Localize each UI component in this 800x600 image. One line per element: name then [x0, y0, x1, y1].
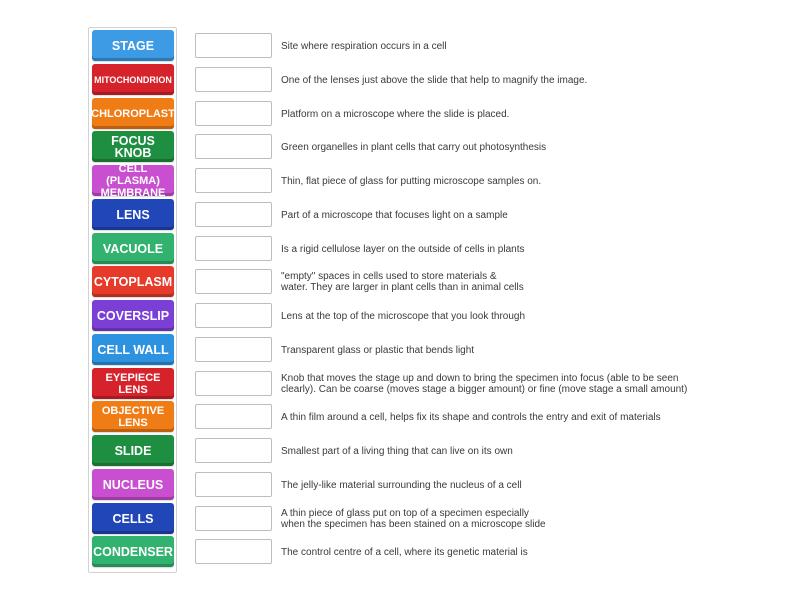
answer-drop-slot[interactable]	[195, 371, 272, 396]
answer-drop-slot[interactable]	[195, 67, 272, 92]
answer-drop-slot[interactable]	[195, 506, 272, 531]
term-tile[interactable]: CONDENSER	[92, 536, 174, 567]
term-tile[interactable]: OBJECTIVE LENS	[92, 401, 174, 432]
term-tile[interactable]: FOCUS KNOB	[92, 131, 174, 162]
definition-text: Is a rigid cellulose layer on the outside of cells in plants	[281, 243, 525, 255]
answer-drop-slot[interactable]	[195, 438, 272, 463]
answer-drop-slot[interactable]	[195, 202, 272, 227]
definition-text: Platform on a microscope where the slide is placed.	[281, 108, 510, 120]
definition-text: Thin, flat piece of glass for putting microscope samples on.	[281, 175, 542, 187]
definition-text: Knob that moves the stage up and down to bring the specimen into focus (able to be seen clearly). Can be coarse (moves stage a bigger amount) or fine (move stage a small amount)	[281, 373, 688, 395]
term-tile[interactable]: CELLS	[92, 503, 174, 534]
term-tile[interactable]: EYEPIECE LENS	[92, 368, 174, 399]
answer-drop-slot[interactable]	[195, 236, 272, 261]
term-tile[interactable]: LENS	[92, 199, 174, 230]
term-tile[interactable]: VACUOLE	[92, 233, 174, 264]
definition-text: A thin piece of glass put on top of a specimen especially when the specimen has been stained on a microscope slide	[281, 508, 546, 530]
answer-drop-slot[interactable]	[195, 303, 272, 328]
answer-drop-slot[interactable]	[195, 33, 272, 58]
definition-text: A thin film around a cell, helps fix its shape and controls the entry and exit of materials	[281, 411, 661, 423]
definition-text: The control centre of a cell, where its genetic material is	[281, 546, 528, 558]
answer-drop-slot[interactable]	[195, 269, 272, 294]
term-tile[interactable]: NUCLEUS	[92, 469, 174, 500]
term-tile[interactable]: SLIDE	[92, 435, 174, 466]
definition-text: Transparent glass or plastic that bends light	[281, 344, 475, 356]
answer-drop-slot[interactable]	[195, 168, 272, 193]
term-tile[interactable]: CELL WALL	[92, 334, 174, 365]
definition-text: Smallest part of a living thing that can live on its own	[281, 445, 513, 457]
answer-drop-slot[interactable]	[195, 337, 272, 362]
definition-text: The jelly-like material surrounding the nucleus of a cell	[281, 479, 522, 491]
term-tile[interactable]: CELL (PLASMA) MEMBRANE	[92, 165, 174, 196]
term-tile[interactable]: MITOCHONDRION	[92, 64, 174, 95]
answer-drop-slot[interactable]	[195, 101, 272, 126]
answer-drop-slot[interactable]	[195, 539, 272, 564]
definition-text: "empty" spaces in cells used to store materials & water. They are larger in plant cells than in animal cells	[281, 271, 524, 293]
definition-text: Lens at the top of the microscope that you look through	[281, 310, 526, 322]
definition-text: Green organelles in plant cells that carry out photosynthesis	[281, 141, 547, 153]
term-tile[interactable]: CYTOPLASM	[92, 266, 174, 297]
definition-text: One of the lenses just above the slide that help to magnify the image.	[281, 74, 588, 86]
term-tile[interactable]: CHLOROPLAST	[92, 98, 174, 129]
answer-drop-slot[interactable]	[195, 472, 272, 497]
term-tile[interactable]: COVERSLIP	[92, 300, 174, 331]
answer-drop-slot[interactable]	[195, 134, 272, 159]
definition-text: Part of a microscope that focuses light on a sample	[281, 209, 508, 221]
answer-drop-slot[interactable]	[195, 404, 272, 429]
term-tile[interactable]: STAGE	[92, 30, 174, 61]
definition-text: Site where respiration occurs in a cell	[281, 40, 447, 52]
